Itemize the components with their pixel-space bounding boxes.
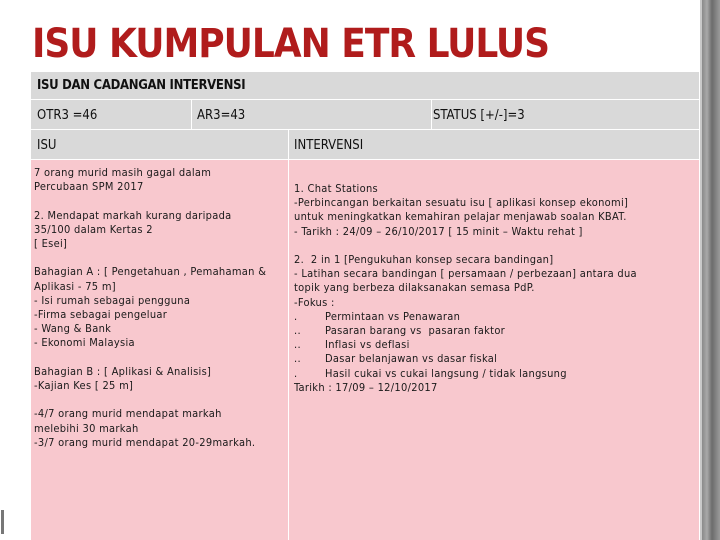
intervensi-line: .. Inflasi vs deflasi bbox=[294, 338, 410, 352]
intervensi-line: - Tarikh : 24/09 – 26/10/2017 [ 15 minit – Waktu rehat ] bbox=[294, 224, 583, 238]
intervensi-line: Tarikh : 17/09 – 12/10/2017 bbox=[294, 380, 438, 394]
isu-line: 7 orang murid masih gagal dalam bbox=[34, 166, 212, 179]
wood-side-panel bbox=[700, 0, 720, 540]
isu-line: 2. Mendapat markah kurang daripada bbox=[34, 208, 232, 222]
table-header-title: ISU DAN CADANGAN INTERVENSI bbox=[37, 78, 246, 93]
isu-line: - Ekonomi Malaysia bbox=[34, 336, 135, 350]
stats-divider-1 bbox=[191, 100, 192, 129]
intervensi-line: -Fokus : bbox=[294, 295, 335, 309]
column-header-row bbox=[31, 130, 699, 160]
intervensi-cell bbox=[294, 182, 637, 395]
table-body bbox=[31, 160, 699, 540]
slide-title: ISU KUMPULAN ETR LULUS bbox=[32, 21, 550, 67]
col-header-isu: ISU bbox=[37, 138, 57, 153]
slide-edge-mark bbox=[1, 510, 4, 534]
intervensi-line: . Hasil cukai vs cukai langsung / tidak langsung bbox=[294, 366, 567, 380]
intervensi-line: .. Dasar belanjawan vs dasar fiskal bbox=[294, 352, 498, 366]
stats-row bbox=[31, 100, 699, 130]
isu-line: Aplikasi - 75 m] bbox=[34, 279, 116, 293]
intervensi-line: 2. 2 in 1 [Pengukuhan konsep secara bandingan] bbox=[294, 253, 554, 267]
isu-line: Bahagian A : [ Pengetahuan , Pemahaman & bbox=[34, 265, 267, 279]
stat-otr: OTR3 =46 bbox=[37, 108, 98, 123]
stats-divider-2 bbox=[431, 100, 432, 129]
isu-line: -3/7 orang murid mendapat 20-29markah. bbox=[34, 435, 256, 449]
intervensi-line: .. Pasaran barang vs pasaran faktor bbox=[294, 324, 506, 338]
isu-line: -4/7 orang murid mendapat markah bbox=[34, 407, 222, 421]
intervensi-line: topik yang berbeza dilaksanakan semasa PdP. bbox=[294, 281, 535, 295]
isu-line bbox=[34, 251, 266, 265]
isu-line: - Wang & Bank bbox=[34, 322, 112, 336]
isu-line: Percubaan SPM 2017 bbox=[34, 180, 144, 194]
intervensi-line: - Latihan secara bandingan [ persamaan / perbezaan] antara dua bbox=[294, 267, 637, 281]
intervensi-line bbox=[294, 239, 637, 253]
isu-line bbox=[34, 351, 266, 365]
col-header-intervensi: INTERVENSI bbox=[294, 138, 364, 153]
stat-status: STATUS [+/-]=3 bbox=[433, 108, 525, 123]
table-header-row bbox=[31, 72, 699, 100]
isu-line: Bahagian B : [ Aplikasi & Analisis] bbox=[34, 364, 212, 378]
isu-cell bbox=[34, 166, 266, 450]
isu-line bbox=[34, 194, 266, 208]
intervensi-line: 1. Chat Stations bbox=[294, 182, 378, 195]
isu-line: melebihi 30 markah bbox=[34, 421, 139, 435]
stat-ar: AR3=43 bbox=[197, 108, 246, 123]
intervensi-line: -Perbincangan berkaitan sesuatu isu [ aplikasi konsep ekonomi] bbox=[294, 196, 629, 210]
issue-table bbox=[30, 72, 700, 540]
column-divider bbox=[288, 130, 289, 159]
intervensi-line: untuk meningkatkan kemahiran pelajar menjawab soalan KBAT. bbox=[294, 210, 627, 224]
isu-line: 35/100 dalam Kertas 2 bbox=[34, 222, 153, 236]
intervensi-line: . Permintaan vs Penawaran bbox=[294, 309, 461, 323]
body-column-divider bbox=[288, 160, 289, 540]
isu-line: - Isi rumah sebagai pengguna bbox=[34, 293, 191, 307]
isu-line: -Kajian Kes [ 25 m] bbox=[34, 379, 134, 393]
isu-line bbox=[34, 393, 266, 407]
isu-line: -Firma sebagai pengeluar bbox=[34, 308, 168, 322]
isu-line: [ Esei] bbox=[34, 237, 68, 251]
